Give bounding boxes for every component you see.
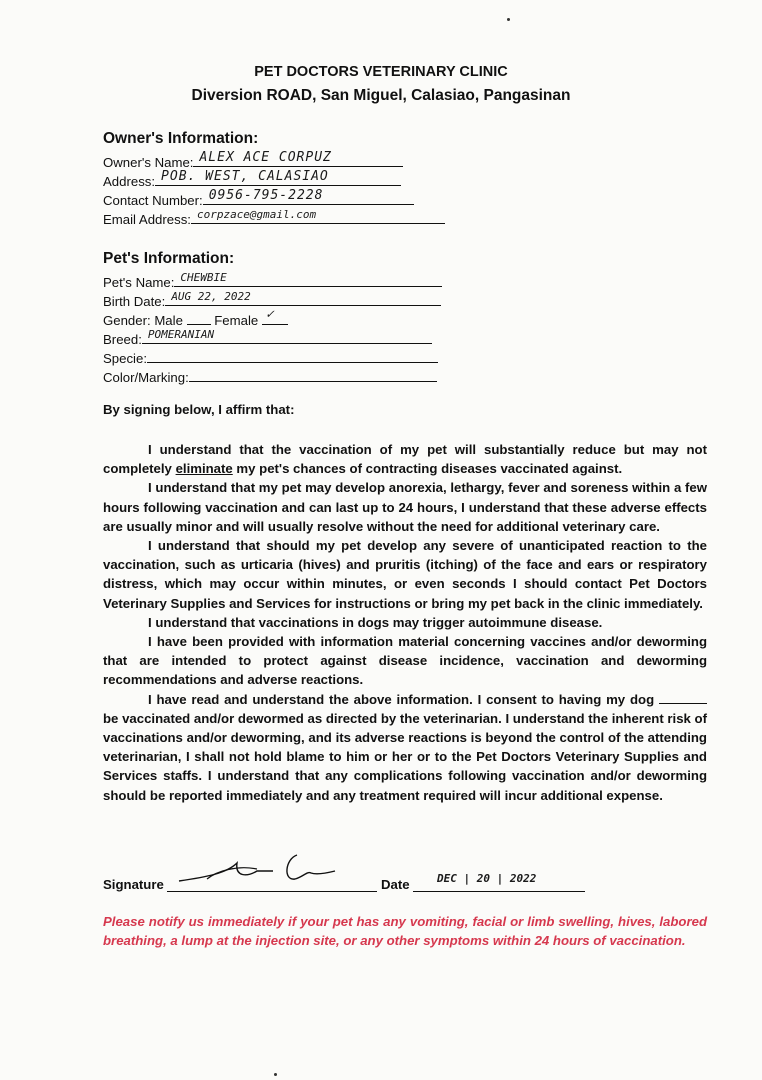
consent-paragraph: I understand that my pet may develop anorexia, lethargy, fever and soreness within a few hours following vaccination and can last up to 24 hours, I understand that these adverse effects are usually minor and will usually resolve without the need for additional veterinary care. bbox=[103, 480, 707, 534]
pet-specie-field[interactable] bbox=[147, 348, 438, 363]
owner-name-label: Owner's Name: bbox=[103, 155, 194, 170]
consent-paragraph: I understand that vaccinations in dogs may trigger autoimmune disease. bbox=[148, 614, 603, 630]
dog-name-blank[interactable] bbox=[659, 691, 707, 704]
scan-speck bbox=[274, 1073, 277, 1076]
date-label: Date bbox=[381, 877, 410, 892]
pet-color-row bbox=[103, 367, 437, 386]
gender-check-icon: ✓ bbox=[265, 307, 275, 322]
consent-text: I understand that the vaccination of my pet will substantially reduce but may not completely bbox=[103, 442, 707, 477]
pet-breed-field[interactable] bbox=[142, 329, 432, 344]
pet-specie-label: Specie: bbox=[103, 351, 147, 366]
owner-name-field[interactable] bbox=[193, 152, 403, 167]
pet-name-field[interactable] bbox=[174, 272, 442, 287]
affirm-heading: By signing below, I affirm that: bbox=[103, 402, 295, 417]
consent-underlined-text: eliminate bbox=[175, 461, 233, 477]
owner-address-field[interactable] bbox=[155, 171, 401, 186]
notice-text: Please notify us immediately if your pet has any vomiting, facial or limb swelling, hives, labored breathing, a lump at the injection site, or any other symptoms within 24 hours of vaccination. bbox=[103, 914, 707, 949]
clinic-address: Diversion ROAD, San Miguel, Calasiao, Pangasinan bbox=[191, 87, 571, 104]
consent-paragraph bbox=[103, 690, 707, 805]
signature-row bbox=[103, 872, 703, 895]
pet-birth-label: Birth Date: bbox=[103, 294, 166, 309]
owner-email-field[interactable] bbox=[191, 209, 445, 224]
owner-contact-label: Contact Number: bbox=[103, 193, 203, 208]
gender-female-field[interactable] bbox=[262, 307, 288, 325]
owner-email-value: corpzace@gmail.com bbox=[196, 208, 317, 221]
pet-name-label: Pet's Name: bbox=[103, 275, 175, 290]
consent-text: my pet's chances of contracting diseases vaccinated against. bbox=[236, 461, 623, 477]
owner-address-value: POB. WEST, CALASIAO bbox=[161, 169, 329, 184]
signature-scribble bbox=[177, 851, 347, 891]
gender-male-field[interactable] bbox=[187, 310, 211, 325]
pet-name-value: CHEWBIE bbox=[180, 271, 227, 284]
date-field[interactable] bbox=[413, 872, 585, 892]
pet-name-row bbox=[103, 272, 442, 291]
gender-female-label: Female bbox=[214, 313, 259, 328]
clinic-name: PET DOCTORS VETERINARY CLINIC bbox=[254, 64, 508, 80]
pet-color-label: Color/Marking: bbox=[103, 370, 189, 385]
consent-text: be vaccinated and/or dewormed as directed by the veterinarian. I understand the inherent risk of vaccinations and/or deworming, and its adverse reactions is beyond the control of the attending veterinarian, I shall not hold blame to him or her or to the Pet Doctors Veterinary Supplies and Services staffs. I understand that any complications following vaccination and/or deworming should be reported immediately and any treatment required will incur additional expense. bbox=[103, 710, 707, 803]
signature-label: Signature bbox=[103, 877, 164, 892]
owner-email-label: Email Address: bbox=[103, 212, 191, 227]
consent-paragraph: I have been provided with information material concerning vaccines and/or deworming that are intended to protect against disease incidence, vaccination and deworming recommendations and adverse reactions. bbox=[103, 634, 707, 688]
pet-breed-label: Breed: bbox=[103, 332, 142, 347]
consent-paragraph: I understand that should my pet develop any severe of unanticipated reaction to the vaccination, such as urticaria (hives) and pruritis (itching) of the face and ears or respiratory distress, which may occur within minutes, or even seconds I should contact Pet Doctors Veterinary Supplies and Services for instructions or bring my pet back in the clinic immediately. bbox=[103, 538, 707, 611]
owner-section-title: Owner's Information: bbox=[103, 130, 259, 147]
owner-contact-value: 0956-795-2228 bbox=[208, 188, 324, 203]
gender-male-label: Gender: Male bbox=[103, 313, 183, 328]
pet-section-title: Pet's Information: bbox=[103, 250, 235, 267]
owner-email-row bbox=[103, 209, 445, 228]
date-value: DEC | 20 | 2022 bbox=[437, 872, 537, 885]
owner-name-value: ALEX ACE CORPUZ bbox=[199, 150, 332, 165]
consent-body bbox=[103, 440, 707, 805]
owner-contact-field[interactable] bbox=[203, 190, 414, 205]
pet-specie-row bbox=[103, 348, 438, 367]
pet-birth-field[interactable] bbox=[165, 291, 441, 306]
consent-text: I have read and understand the above information. I consent to having my dog bbox=[148, 691, 655, 707]
pet-birth-value: AUG 22, 2022 bbox=[171, 290, 251, 303]
signature-field[interactable] bbox=[167, 877, 377, 892]
scan-speck bbox=[507, 18, 510, 21]
pet-breed-value: POMERANIAN bbox=[147, 328, 215, 341]
pet-color-field[interactable] bbox=[189, 367, 437, 382]
consent-paragraph bbox=[103, 440, 707, 478]
pet-breed-row bbox=[103, 329, 432, 348]
owner-address-label: Address: bbox=[103, 174, 156, 189]
